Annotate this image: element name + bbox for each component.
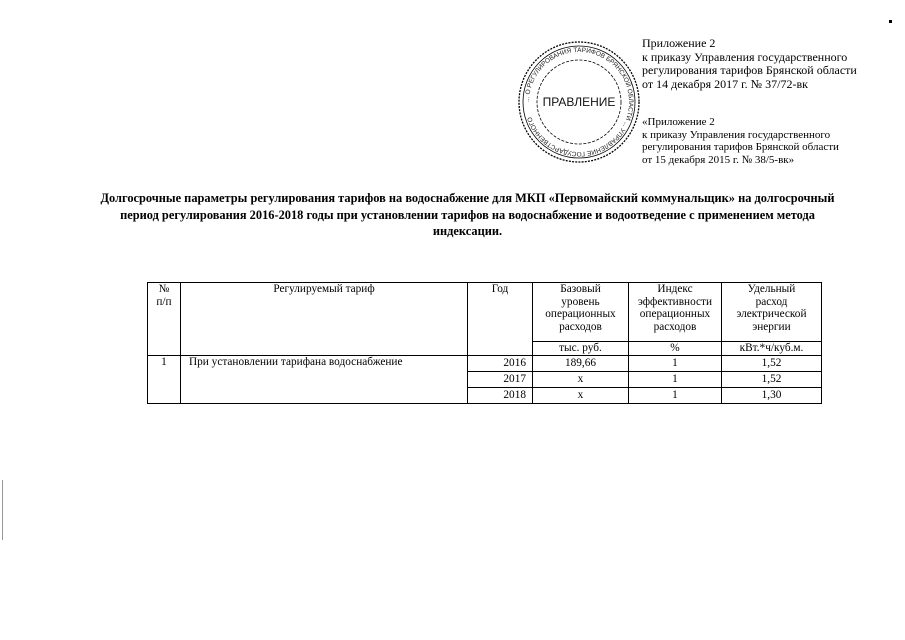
annex-order-line: к приказу Управления государственного — [642, 49, 848, 64]
scan-edge-line — [2, 480, 3, 540]
previous-annex-order-line: к приказу Управления государственного — [642, 128, 831, 141]
unit-specific-energy: кВт.*ч/куб.м. — [722, 342, 822, 356]
row-efficiency-index: 1 — [629, 372, 722, 388]
row-specific-energy: 1,52 — [722, 356, 822, 372]
row-efficiency-index: 1 — [629, 356, 722, 372]
seal-center-text: ПРАВЛЕНИЕ — [542, 95, 616, 109]
official-seal — [517, 40, 641, 164]
row-year: 2016 — [468, 356, 533, 372]
scan-dot — [889, 20, 892, 23]
header-efficiency-index: Индекс эффективности операционных расходов — [629, 283, 722, 342]
previous-annex-header — [642, 116, 892, 166]
row-tariff: При установлении тарифана водоснабжение — [181, 356, 468, 404]
table-row — [148, 356, 822, 372]
row-year: 2018 — [468, 388, 533, 404]
row-base-level: 189,66 — [533, 356, 629, 372]
header-number: № п/п — [148, 283, 181, 356]
row-base-level: х — [533, 388, 629, 404]
row-efficiency-index: 1 — [629, 388, 722, 404]
unit-base-level: тыс. руб. — [533, 342, 629, 356]
row-number: 1 — [148, 356, 181, 404]
row-year: 2017 — [468, 372, 533, 388]
annex-header — [642, 37, 892, 91]
annex-date-line: от 14 декабря 2017 г. № 37/72-вк — [642, 76, 808, 91]
header-specific-energy: Удельный расход электрической энергии — [722, 283, 822, 342]
header-year: Год — [468, 283, 533, 356]
parameters-table — [147, 282, 822, 404]
row-specific-energy: 1,30 — [722, 388, 822, 404]
row-specific-energy: 1,52 — [722, 372, 822, 388]
document-title: Долгосрочные параметры регулирования тарифов на водоснабжение для МКП «Первомайский коммунальщик» на долгосрочный период регулирования 2016-2018 годы при установлении тарифов на водоснабжение и водоотведение с применением метода индексации. — [100, 191, 835, 238]
previous-annex-label: «Приложение 2 — [642, 116, 715, 128]
previous-annex-date-line: от 15 декабря 2015 г. № 38/5-вк» — [642, 153, 795, 166]
row-base-level: х — [533, 372, 629, 388]
previous-annex-authority-line: регулирования тарифов Брянской области — [642, 141, 839, 153]
table-header-row — [148, 283, 822, 342]
unit-efficiency-index: % — [629, 342, 722, 356]
annex-authority-line: регулирования тарифов Брянской области — [642, 63, 857, 77]
header-tariff: Регулируемый тариф — [181, 283, 468, 356]
header-base-level: Базовый уровень операционных расходов — [533, 283, 629, 342]
seal-ring-text: ... О РЕГУЛИРОВАНИЯ ТАРИФОВ БРЯНСКОЙ ОБЛАСТИ ... УПРАВЛЕНИЕ ГОСУДАРСТВЕННОГО — [523, 46, 635, 158]
annex-label: Приложение 2 — [642, 36, 716, 50]
